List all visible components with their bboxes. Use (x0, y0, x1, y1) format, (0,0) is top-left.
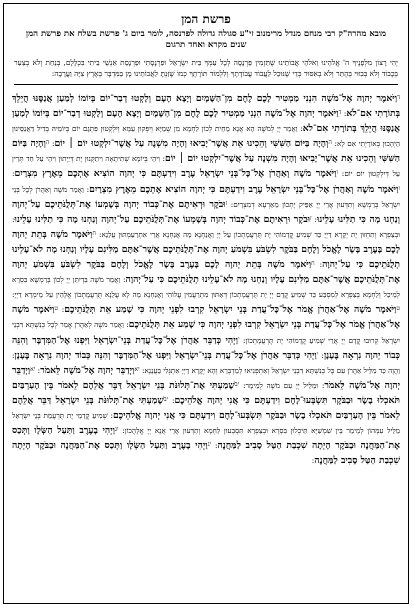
verse-hebrew: שָׁמַעְתִּי אֶת־תְּלוּנֹּת בְּנֵי יִשְׂרָאֵל דַּבֵּר אֲלֵהֶם לֵאמֹר בֵּין הָעַרְבַּיִם תֹּאכְלוּ בָשָׂר וּבַבֹּקֶר תִּשְׂבְּעוּ־לָחֶם וִידַעְתֶּם כִּי אֲנִי יְהוָה אֱלֹהֵיכֶם (12, 394, 400, 421)
verse-number: יג (114, 426, 119, 434)
verse-onkelos: וַהֲוָה כַּד מַלֵּיל אַהֲרֹן עִם כָּל כְּנִשְׁתָּא דִּבְנֵי יִשְׂרָאֵל וְאִתְפְּנִיאוּ לְמַדְבְּרָא וְהָא יְקָרָא דַיְיָ אִתְגְּלִי בַּעֲנָנָא (144, 365, 401, 375)
verse-hebrew: וַיֹּאמֶר יְהוָה אֶל־מֹשֶׁה הִנְנִי מַמְטִיר לָכֶם לֶחֶם מִן־הַשָּׁמָיִם וְיָצָא הָעָם וְלָקְטוּ דְבַר־יוֹם בְּיוֹמוֹ לְמַעַן אֲנַסֶּנּוּ הֲיֵלֵךְ בְּתוֹרָתִי אִם־לֹא (12, 108, 400, 135)
verse-end-mark: : (227, 199, 234, 209)
verse-end-mark: : (118, 426, 125, 436)
document-page (3, 3, 409, 604)
page-subtitle: מובא מהרה"ק רבי מנחם מנדל מרימנוב זי"ע סגולה גדולה לפרנסה, לומר ביום ג' פרשת בשלח את פרשת המן שנים מקרא ואחד תרגום (25, 29, 387, 50)
verse-end-mark: : (139, 365, 145, 375)
verse-end-mark: : (311, 456, 315, 466)
verse-end-mark: : (239, 380, 246, 390)
verse-number: ד (338, 109, 342, 117)
verse-number: ה (45, 139, 50, 147)
verse-number: ח (311, 260, 315, 268)
verse-end-mark: : (159, 154, 165, 164)
verse-number: י (316, 350, 319, 358)
verse-onkelos: וּבְצַפְרָא וְתִחְזוּן יָת יְקָרָא דַיְיָ כַּד שְׁמִיעַ קֳדָמוֹהִי יָת תֻּרְעֲמָתְכוֹן עַל יְיָ וַאֲנַחְנָא מָה אֲנַחְנָא אֲרֵי אִתְרַעַמְתּוּן עֲלַנָא (101, 229, 400, 239)
verse-end-mark: : (83, 184, 90, 194)
verse-end-mark: : (211, 441, 218, 451)
verse-number: ד (397, 94, 400, 101)
verse-number: ח (92, 229, 96, 237)
verse-onkelos: וַאֲמַר יְיָ לְמֹשֶׁה הָא אֲנָא מַחֵית לְכוֹן לַחְמָא מִן שְׁמַיָּא וְיִפְּקוּן עַמָּא וְיִלְקְטוּן פִּתְגָם יוֹם בְּיוֹמֵיהּ בְּדִיל דַּאֲנַסֵּינוּן הַיְהָכוּן בְּאוֹרָיְתִי אִם לָא (12, 124, 400, 149)
verse-onkelos: וַאֲמַר מֹשֶׁה וְאַהֲרֹן לְכָל בְּנֵי יִשְׂרָאֵל בְּרַמְשָׁא וְתִדְּעוּן אֲרֵי יְיָ אַפֵּיק יָתְכוֹן מֵאַרְעָא דְמִצְרָיִם (12, 184, 400, 209)
verse-end-mark: : (35, 365, 41, 375)
verse-number: יב (234, 380, 240, 388)
verse-hebrew: וַיֹּאמֶר מֹשֶׁה אֶל־אַהֲרֹן אֱמֹר אֶל־כָּל־עֲדַת בְּנֵי יִשְׂרָאֵל קִרְבוּ לִפְנֵי יְהוָה כִּי שָׁמַע אֵת תְּלֻנֹּתֵיכֶם (64, 304, 397, 316)
verse-end-mark: : (12, 290, 15, 300)
verse-number: ט (396, 305, 400, 313)
verse-end-mark: : (318, 350, 324, 360)
verse-hebrew: וַיְדַבֵּר יְהוָה אֶל־מֹשֶׁה לֵּאמֹר (12, 364, 400, 391)
verse-end-mark: : (107, 410, 113, 420)
verse-hebrew: וַיֹּאמֶר מֹשֶׁה בְּתֵת יְהוָה לָכֶם בָּעֶרֶב בָּשָׂר לֶאֱכֹל וְלֶחֶם בַּבֹּקֶר לִשְׂבֹּעַ בִּשְׁמֹעַ יְהוָה אֶת־תְּלֻנֹּתֵיכֶם אֲשֶׁר־אַתֶּם מַלִּינִם עָלָיו וְנַחְנוּ מָה לֹא־עָלֵינוּ תְלֻנֹּתֵיכֶם כִּי עַל־יְהוָה (12, 228, 400, 271)
verse-hebrew: וַיֹּאמֶר מֹשֶׁה וְאַהֲרֹן אֶל־כָּל־בְּנֵי יִשְׂרָאֵל עֶרֶב וִידַעְתֶּם כִּי יְהוָה הוֹצִיא אֶתְכֶם מֵאֶרֶץ מִצְרָיִם (89, 183, 399, 195)
verse-number: יג (207, 441, 212, 449)
verse-end-mark: : (341, 109, 347, 119)
verse-hebrew: וַיֹּאמֶר מֹשֶׁה בְּתֵת יְהוָה לָכֶם בָּעֶרֶב בָּשָׂר לֶאֱכֹל וְלֶחֶם בַּבֹּקֶר לִשְׂבֹּעַ בִּשְׁמֹעַ יְהוָה אֶת־תְּלֻנֹּתֵיכֶם אֲשֶׁר־אַתֶּם מַלִּינִם עָלָיו וְנַחְנוּ מָה לֹא־עָלֵינוּ תְלֻנֹּתֵיכֶם כִּי עַל־יְהוָה (12, 259, 400, 286)
verse-end-mark: : (123, 320, 129, 330)
verse-hebrew: שָׁמַעְתִּי אֶת־תְּלוּנֹּת בְּנֵי יִשְׂרָאֵל דַּבֵּר אֲלֵהֶם לֵאמֹר בֵּין הָעַרְבַּיִם תֹּאכְלוּ בָשָׂר וּבַבֹּקֶר תִּשְׂבְּעוּ־לָחֶם וִידַעְתֶּם כִּי אֲנִי יְהוָה אֱלֹהֵיכֶם (12, 379, 400, 406)
verse-end-mark: : (95, 229, 102, 239)
verse-end-mark: : (12, 169, 15, 179)
verse-number: י (237, 335, 240, 343)
verse-number: ה (328, 139, 332, 147)
verse-hebrew: וַיְהִי כְּדַבֵּר אַהֲרֹן אֶל־כָּל־עֲדַת בְּנֵי־יִשְׂרָאֵל וַיִּפְנוּ אֶל־הַמִּדְבָּר וְהִנֵּה כְּבוֹד יְהוָה נִרְאָה בֶּעָנָן (14, 349, 317, 361)
verse-hebrew: וַיְהִי כְּדַבֵּר אַהֲרֹן אֶל־כָּל־עֲדַת בְּנֵי־יִשְׂרָאֵל וַיִּפְנוּ אֶל־הַמִּדְבָּר וְהִנֵּה כְּבוֹד יְהוָה נִרְאָה בֶּעָנָן (12, 334, 400, 361)
verse-hebrew: וַיֹּאמֶר מֹשֶׁה אֶל־אַהֲרֹן אֱמֹר אֶל־כָּל־עֲדַת בְּנֵי יִשְׂרָאֵל קִרְבוּ לִפְנֵי יְהוָה כִּי שָׁמַע אֵת תְּלֻנֹּתֵיכֶם (12, 304, 400, 331)
verse-number: ו (398, 184, 400, 192)
verse-end-mark: : (49, 139, 55, 149)
verse-number: ז (309, 214, 312, 222)
verse-end-mark: : (12, 214, 15, 224)
verse-onkelos: וַאֲמַר מֹשֶׁה בִּדְיִתֵּן יְיָ לְכוֹן בְּרַמְשָׁא בִּסְרָא לְמֵיכַל וְלַחְמָא בְּצַפְרָא לְמִסְבַּע כַּד שְׁמִיעַ קֳדָם יְיָ יָת תֻּרְעֲמָתְכוֹן דְּאַתּוּן מִתְרַעֲמִין עֲלוֹהִי וַאֲנַחְנָא מָה לָא עֲלַנָא תֻּרְעֲמָתְכוֹן אֱלָהֵין עַל מֵימְרָא דַיְיָ (12, 275, 400, 300)
verse-hebrew: וְהָיָה בַּיּוֹם הַשִּׁשִּׁי וְהֵכִינוּ אֵת אֲשֶׁר־יָבִיאוּ וְהָיָה מִשְׁנֶה עַל אֲשֶׁר־יִלְקְטוּ יוֹם ׀ יוֹם (12, 138, 400, 165)
verse-onkelos: שְׁמִיעַ קֳדָמַי יָת תֻּרְעֲמַת בְּנֵי יִשְׂרָאֵל מַלֵּיל עִמְּהוֹן לְמֵימַר בֵּין שִׁמְשַׁיָּא תֵּיכְלוּן בִּסְרָא וּבְצַפְרָא תִּסְבְּעוּן לַחְמָא וְתִדְּעוּן אֲרֵי אֲנָא יְיָ אֱלָהֲכוֹן (12, 410, 400, 436)
verse-number: ט (54, 305, 59, 313)
verse-hebrew: וַיֹּאמֶר מֹשֶׁה וְאַהֲרֹן אֶל־כָּל־בְּנֵי יִשְׂרָאֵל עֶרֶב וִידַעְתֶּם כִּי יְהוָה הוֹצִיא אֶתְכֶם מֵאֶרֶץ מִצְרָיִם (14, 168, 337, 180)
verse-end-mark: : (311, 214, 317, 224)
verse-end-mark: : (318, 380, 325, 390)
verses-text (4, 85, 408, 467)
verse-end-mark: : (239, 335, 246, 345)
verse-end-mark: : (331, 139, 337, 149)
verse-number: ו (336, 169, 338, 177)
verse-number: יא (134, 365, 140, 373)
verse-onkelos: וּמַלֵּיל יְיָ עִם מֹשֶׁה לְמֵימָר (245, 380, 319, 390)
verse-onkelos: וִיהֵי בְּיוֹמָא שְׁתִיתָאָה וִיתַקְּנוּן יָת דְּיַיְתוּן וִיהֵי עַל חַד תְּרֵין עַל דְּיִלְקְטוּן יוֹם יוֹם (12, 154, 401, 179)
verse-hebrew: וּבֹקֶר וּרְאִיתֶם אֶת־כְּבוֹד יְהוָה בְּשָׁמְעוֹ אֶת־תְּלֻנֹּתֵיכֶם עַל־יְהוָה וְנַחְנוּ מָה כִּי תַלִּינוּ עָלֵינוּ (14, 213, 310, 225)
prayer-paragraph: יְהִי רָצוֹן מִלְּפָנֶיךָ ה' אֱלֹהֵינוּ וֵאלֹהֵי אֲבוֹתֵינוּ שֶׁתַּזְמִין פַּרְנָסָה לְכָל עַמְּךָ בֵּית יִשְׂרָאֵל וּפַרְנָסָתִי וּפַרְנָסַת אַנְשֵׁי בֵיתִי בִּכְלָלָם, בְּנַחַת וְלֹא בְצַעַר בְּכָבוֹד וְלֹא בְּבִזּוּי בְּהֶתֵּר וְלֹא בְאִסּוּר כְּדֵי שֶׁנּוּכַל לַעֲבוֹד עֲבוֹדָתֶךָ וְלִלְמוֹד תּוֹרָתֶךָ כְּמוֹ שֶׁזַּנְתָּ לַאֲבוֹתֵינוּ מָן בַּמִּדְבָּר בְּאֶרֶץ צִיָּה וַעֲרָבָה: (14, 58, 398, 78)
verse-end-mark: : (314, 260, 323, 270)
verse-end-mark: : (297, 124, 303, 134)
verse-number: יא (30, 365, 36, 373)
verse-end-mark: : (12, 350, 15, 360)
verse-end-mark: : (120, 275, 126, 285)
verse-onkelos: וַאֲמַר מֹשֶׁה לְאַהֲרֹן אֱמַר לְכָל כְּנִשְׁתָּא דִּבְנֵי יִשְׂרָאֵל קְרוּבוּ קֳדָם יְיָ אֲרֵי שְׁמִיעַ קֳדָמוֹהִי יָת תֻּרְעֲמָתְכוֹן (12, 320, 400, 345)
verse-end-mark: : (337, 169, 345, 179)
verse-hebrew: וַיֹּאמֶר יְהוָה אֶל־מֹשֶׁה הִנְנִי מַמְטִיר לָכֶם לֶחֶם מִן־הַשָּׁמָיִם וְיָצָא הָעָם וְלָקְטוּ דְבַר־יוֹם בְּיוֹמוֹ לְמַעַן אֲנַסֶּנּוּ הֲיֵלֵךְ בְּתוֹרָתִי אִם־לֹא (12, 93, 400, 120)
verse-end-mark: : (58, 305, 65, 315)
verse-end-mark: : (168, 395, 175, 405)
verse-hebrew: וּבֹקֶר וּרְאִיתֶם אֶת־כְּבוֹד יְהוָה בְּשָׁמְעוֹ אֶת־תְּלֻנֹּתֵיכֶם עַל־יְהוָה וְנַחְנוּ מָה כִּי תַלִּינוּ עָלֵינוּ (12, 198, 400, 225)
verse-number: יב (163, 395, 169, 403)
verse-number: ז (225, 199, 228, 207)
verse-hebrew: וַיְדַבֵּר יְהוָה אֶל־מֹשֶׁה לֵּאמֹר (40, 364, 135, 376)
verse-hebrew: וַיְהִי בָעֶרֶב וַתַּעַל הַשְּׂלָו וַתְּכַס אֶת־הַמַּחֲנֶה וּבַבֹּקֶר הָיְתָה שִׁכְבַת הַטַּל סָבִיב לַמַּחֲנֶה (12, 425, 400, 452)
verse-hebrew: וְהָיָה בַּיּוֹם הַשִּׁשִּׁי וְהֵכִינוּ אֵת אֲשֶׁר־יָבִיאוּ וְהָיָה מִשְׁנֶה עַל אֲשֶׁר־יִלְקְטוּ יוֹם ׀ יוֹם (54, 138, 329, 150)
page-title: פרשת המן (181, 12, 231, 26)
verse-hebrew: וַיְהִי בָעֶרֶב וַתַּעַל הַשְּׂלָו וַתְּכַס אֶת־הַמַּחֲנֶה וּבַבֹּקֶר הָיְתָה שִׁכְבַת הַטַּל סָבִיב לַמַּחֲנֶה (12, 440, 400, 467)
